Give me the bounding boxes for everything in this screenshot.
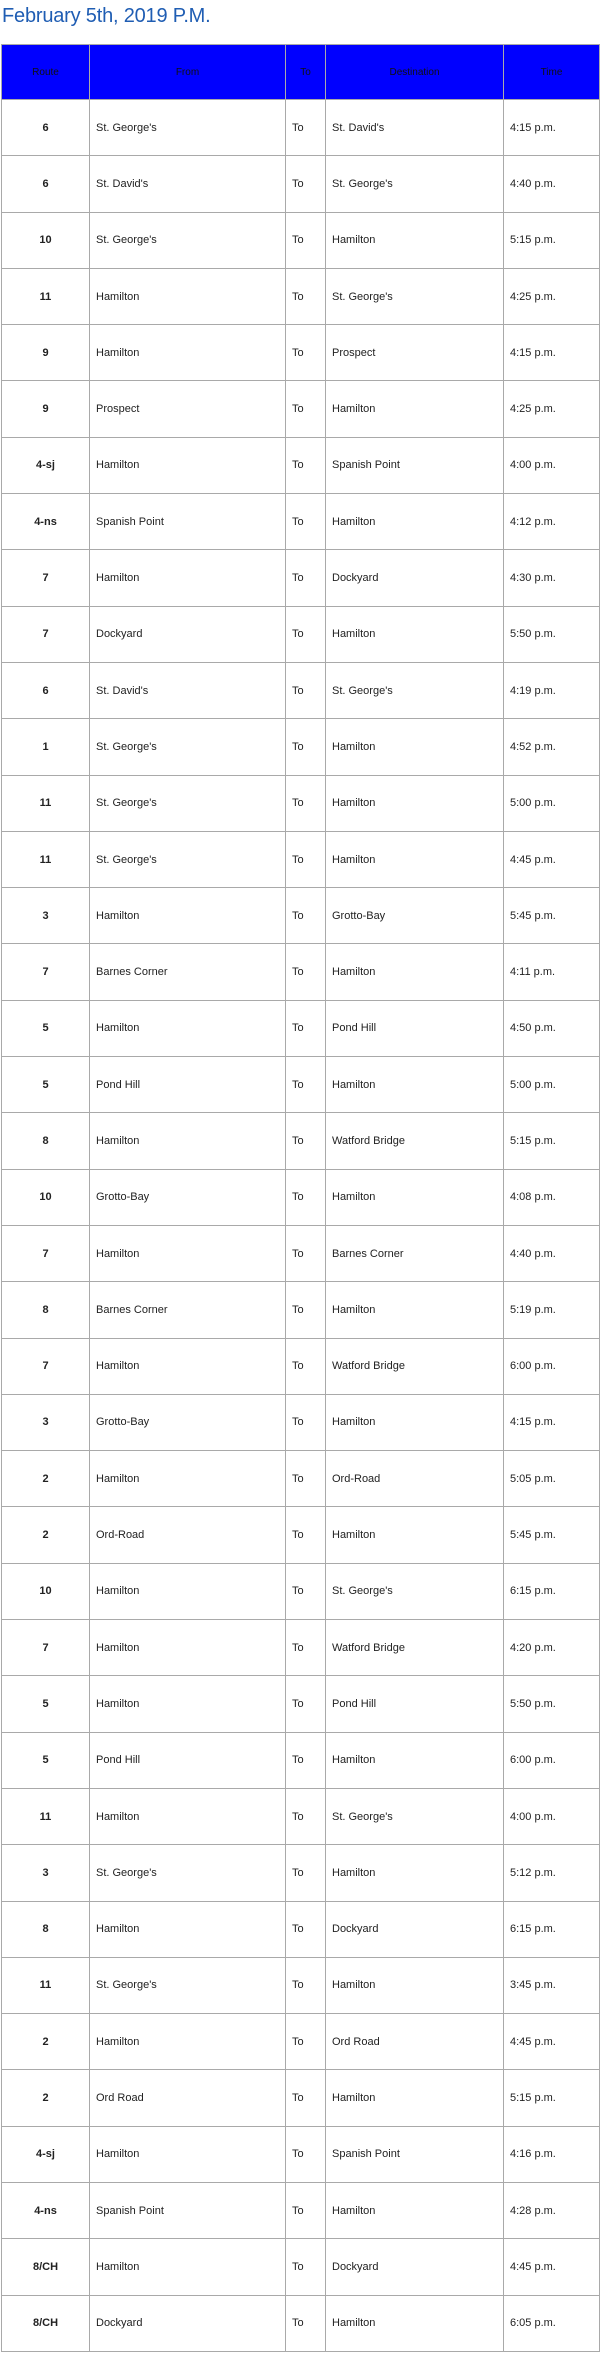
table-row — [2, 662, 600, 718]
from-cell: Hamilton — [90, 268, 286, 324]
time-cell: 4:25 p.m. — [504, 268, 600, 324]
to-cell: To — [286, 2070, 326, 2126]
column-header-time: Time — [504, 45, 600, 100]
destination-cell: Dockyard — [326, 1901, 504, 1957]
time-cell: 5:05 p.m. — [504, 1451, 600, 1507]
destination-cell: Hamilton — [326, 1507, 504, 1563]
to-cell: To — [286, 1225, 326, 1281]
table-row — [2, 1394, 600, 1450]
from-cell: Pond Hill — [90, 1057, 286, 1113]
to-cell: To — [286, 1000, 326, 1056]
table-row — [2, 212, 600, 268]
from-cell: Hamilton — [90, 1000, 286, 1056]
table-row — [2, 2126, 600, 2182]
route-cell: 4-ns — [2, 2182, 90, 2238]
destination-cell: Hamilton — [326, 381, 504, 437]
table-row — [2, 156, 600, 212]
table-row — [2, 268, 600, 324]
time-cell: 5:12 p.m. — [504, 1845, 600, 1901]
destination-cell: Dockyard — [326, 2239, 504, 2295]
route-cell: 6 — [2, 100, 90, 156]
route-cell: 10 — [2, 1563, 90, 1619]
route-cell: 3 — [2, 1394, 90, 1450]
route-cell: 10 — [2, 1169, 90, 1225]
to-cell: To — [286, 606, 326, 662]
destination-cell: Watford Bridge — [326, 1113, 504, 1169]
table-row — [2, 831, 600, 887]
table-row — [2, 1507, 600, 1563]
table-row — [2, 550, 600, 606]
destination-cell: St. George's — [326, 1563, 504, 1619]
route-cell: 8/CH — [2, 2295, 90, 2351]
route-cell: 2 — [2, 1451, 90, 1507]
destination-cell: Hamilton — [326, 606, 504, 662]
to-cell: To — [286, 550, 326, 606]
to-cell: To — [286, 1901, 326, 1957]
to-cell: To — [286, 1338, 326, 1394]
bus-schedule-table — [1, 44, 600, 2352]
table-row — [2, 1000, 600, 1056]
time-cell: 4:45 p.m. — [504, 831, 600, 887]
destination-cell: St. George's — [326, 156, 504, 212]
to-cell: To — [286, 1451, 326, 1507]
to-cell: To — [286, 1957, 326, 2013]
to-cell: To — [286, 1563, 326, 1619]
from-cell: Hamilton — [90, 1113, 286, 1169]
to-cell: To — [286, 1507, 326, 1563]
destination-cell: Hamilton — [326, 2182, 504, 2238]
table-row — [2, 381, 600, 437]
time-cell: 5:00 p.m. — [504, 1057, 600, 1113]
from-cell: Hamilton — [90, 1620, 286, 1676]
to-cell: To — [286, 888, 326, 944]
to-cell: To — [286, 2239, 326, 2295]
destination-cell: Grotto-Bay — [326, 888, 504, 944]
destination-cell: Hamilton — [326, 1957, 504, 2013]
route-cell: 5 — [2, 1676, 90, 1732]
destination-cell: Barnes Corner — [326, 1225, 504, 1281]
to-cell: To — [286, 1113, 326, 1169]
route-cell: 4-ns — [2, 494, 90, 550]
destination-cell: Hamilton — [326, 494, 504, 550]
to-cell: To — [286, 381, 326, 437]
from-cell: Hamilton — [90, 1901, 286, 1957]
route-cell: 4-sj — [2, 437, 90, 493]
time-cell: 6:05 p.m. — [504, 2295, 600, 2351]
to-cell: To — [286, 1676, 326, 1732]
table-row — [2, 2295, 600, 2351]
to-cell: To — [286, 1732, 326, 1788]
route-cell: 5 — [2, 1000, 90, 1056]
time-cell: 4:30 p.m. — [504, 550, 600, 606]
destination-cell: Prospect — [326, 325, 504, 381]
table-header — [2, 45, 600, 100]
table-row — [2, 1057, 600, 1113]
from-cell: St. George's — [90, 719, 286, 775]
route-cell: 5 — [2, 1732, 90, 1788]
from-cell: St. George's — [90, 831, 286, 887]
table-row — [2, 1338, 600, 1394]
route-cell: 1 — [2, 719, 90, 775]
time-cell: 4:15 p.m. — [504, 325, 600, 381]
table-row — [2, 2014, 600, 2070]
header-row — [2, 45, 600, 100]
route-cell: 7 — [2, 1338, 90, 1394]
from-cell: Barnes Corner — [90, 1282, 286, 1338]
destination-cell: Hamilton — [326, 1732, 504, 1788]
time-cell: 4:11 p.m. — [504, 944, 600, 1000]
table-row — [2, 1225, 600, 1281]
to-cell: To — [286, 212, 326, 268]
from-cell: Hamilton — [90, 1676, 286, 1732]
from-cell: Hamilton — [90, 2014, 286, 2070]
table-row — [2, 719, 600, 775]
from-cell: St. George's — [90, 1845, 286, 1901]
from-cell: Hamilton — [90, 550, 286, 606]
from-cell: Hamilton — [90, 1338, 286, 1394]
from-cell: Ord-Road — [90, 1507, 286, 1563]
table-row — [2, 1957, 600, 2013]
time-cell: 4:15 p.m. — [504, 1394, 600, 1450]
route-cell: 7 — [2, 1620, 90, 1676]
from-cell: Prospect — [90, 381, 286, 437]
destination-cell: St. George's — [326, 268, 504, 324]
table-row — [2, 1563, 600, 1619]
route-cell: 8 — [2, 1901, 90, 1957]
table-row — [2, 888, 600, 944]
destination-cell: Dockyard — [326, 550, 504, 606]
table-row — [2, 1845, 600, 1901]
table-row — [2, 1282, 600, 1338]
table-row — [2, 437, 600, 493]
destination-cell: Hamilton — [326, 1057, 504, 1113]
route-cell: 11 — [2, 831, 90, 887]
table-row — [2, 1169, 600, 1225]
from-cell: Hamilton — [90, 437, 286, 493]
from-cell: Hamilton — [90, 1563, 286, 1619]
time-cell: 6:15 p.m. — [504, 1563, 600, 1619]
time-cell: 6:00 p.m. — [504, 1732, 600, 1788]
table-row — [2, 944, 600, 1000]
destination-cell: Pond Hill — [326, 1000, 504, 1056]
from-cell: Hamilton — [90, 888, 286, 944]
destination-cell: St. George's — [326, 662, 504, 718]
route-cell: 10 — [2, 212, 90, 268]
time-cell: 5:19 p.m. — [504, 1282, 600, 1338]
time-cell: 4:40 p.m. — [504, 156, 600, 212]
table-row — [2, 100, 600, 156]
from-cell: Grotto-Bay — [90, 1394, 286, 1450]
table-row — [2, 1451, 600, 1507]
table-row — [2, 606, 600, 662]
to-cell: To — [286, 1282, 326, 1338]
from-cell: Hamilton — [90, 2239, 286, 2295]
from-cell: St. George's — [90, 212, 286, 268]
column-header-from: From — [90, 45, 286, 100]
table-row — [2, 325, 600, 381]
destination-cell: St. David's — [326, 100, 504, 156]
route-cell: 2 — [2, 2070, 90, 2126]
route-cell: 2 — [2, 2014, 90, 2070]
route-cell: 7 — [2, 944, 90, 1000]
time-cell: 4:52 p.m. — [504, 719, 600, 775]
column-header-to: To — [286, 45, 326, 100]
from-cell: Hamilton — [90, 2126, 286, 2182]
destination-cell: Pond Hill — [326, 1676, 504, 1732]
destination-cell: Ord-Road — [326, 1451, 504, 1507]
time-cell: 5:45 p.m. — [504, 1507, 600, 1563]
from-cell: Spanish Point — [90, 2182, 286, 2238]
destination-cell: Hamilton — [326, 212, 504, 268]
destination-cell: Hamilton — [326, 1394, 504, 1450]
to-cell: To — [286, 325, 326, 381]
from-cell: St. David's — [90, 662, 286, 718]
time-cell: 6:00 p.m. — [504, 1338, 600, 1394]
to-cell: To — [286, 775, 326, 831]
destination-cell: Hamilton — [326, 944, 504, 1000]
time-cell: 5:15 p.m. — [504, 2070, 600, 2126]
destination-cell: St. George's — [326, 1788, 504, 1844]
time-cell: 4:20 p.m. — [504, 1620, 600, 1676]
to-cell: To — [286, 2182, 326, 2238]
time-cell: 4:45 p.m. — [504, 2239, 600, 2295]
route-cell: 6 — [2, 156, 90, 212]
from-cell: St. George's — [90, 1957, 286, 2013]
from-cell: St. George's — [90, 775, 286, 831]
route-cell: 11 — [2, 775, 90, 831]
route-cell: 4-sj — [2, 2126, 90, 2182]
route-cell: 8/CH — [2, 2239, 90, 2295]
to-cell: To — [286, 494, 326, 550]
table-row — [2, 1676, 600, 1732]
destination-cell: Hamilton — [326, 2295, 504, 2351]
time-cell: 4:15 p.m. — [504, 100, 600, 156]
to-cell: To — [286, 719, 326, 775]
route-cell: 7 — [2, 1225, 90, 1281]
to-cell: To — [286, 1788, 326, 1844]
route-cell: 11 — [2, 268, 90, 324]
destination-cell: Hamilton — [326, 775, 504, 831]
route-cell: 2 — [2, 1507, 90, 1563]
to-cell: To — [286, 831, 326, 887]
from-cell: Grotto-Bay — [90, 1169, 286, 1225]
from-cell: Ord Road — [90, 2070, 286, 2126]
time-cell: 4:08 p.m. — [504, 1169, 600, 1225]
table-body — [2, 100, 600, 2352]
destination-cell: Hamilton — [326, 1845, 504, 1901]
to-cell: To — [286, 437, 326, 493]
destination-cell: Watford Bridge — [326, 1338, 504, 1394]
table-row — [2, 1901, 600, 1957]
from-cell: St. David's — [90, 156, 286, 212]
time-cell: 5:50 p.m. — [504, 1676, 600, 1732]
to-cell: To — [286, 2014, 326, 2070]
route-cell: 8 — [2, 1282, 90, 1338]
destination-cell: Hamilton — [326, 2070, 504, 2126]
time-cell: 5:00 p.m. — [504, 775, 600, 831]
table-row — [2, 775, 600, 831]
route-cell: 9 — [2, 325, 90, 381]
table-row — [2, 1620, 600, 1676]
table-row — [2, 1113, 600, 1169]
to-cell: To — [286, 268, 326, 324]
page-title: February 5th, 2019 P.M. — [2, 5, 211, 27]
route-cell: 8 — [2, 1113, 90, 1169]
table-row — [2, 2070, 600, 2126]
destination-cell: Ord Road — [326, 2014, 504, 2070]
from-cell: Spanish Point — [90, 494, 286, 550]
time-cell: 4:16 p.m. — [504, 2126, 600, 2182]
from-cell: Dockyard — [90, 2295, 286, 2351]
to-cell: To — [286, 156, 326, 212]
route-cell: 9 — [2, 381, 90, 437]
to-cell: To — [286, 662, 326, 718]
to-cell: To — [286, 1845, 326, 1901]
table-row — [2, 2182, 600, 2238]
destination-cell: Hamilton — [326, 1169, 504, 1225]
table-row — [2, 1732, 600, 1788]
destination-cell: Spanish Point — [326, 2126, 504, 2182]
from-cell: Pond Hill — [90, 1732, 286, 1788]
time-cell: 4:12 p.m. — [504, 494, 600, 550]
from-cell: Hamilton — [90, 325, 286, 381]
from-cell: St. George's — [90, 100, 286, 156]
time-cell: 4:40 p.m. — [504, 1225, 600, 1281]
to-cell: To — [286, 2295, 326, 2351]
to-cell: To — [286, 1169, 326, 1225]
destination-cell: Hamilton — [326, 719, 504, 775]
from-cell: Hamilton — [90, 1788, 286, 1844]
route-cell: 11 — [2, 1957, 90, 2013]
table-row — [2, 1788, 600, 1844]
to-cell: To — [286, 1620, 326, 1676]
time-cell: 4:00 p.m. — [504, 437, 600, 493]
to-cell: To — [286, 944, 326, 1000]
time-cell: 4:25 p.m. — [504, 381, 600, 437]
route-cell: 5 — [2, 1057, 90, 1113]
route-cell: 3 — [2, 1845, 90, 1901]
to-cell: To — [286, 100, 326, 156]
time-cell: 5:50 p.m. — [504, 606, 600, 662]
time-cell: 6:15 p.m. — [504, 1901, 600, 1957]
time-cell: 5:45 p.m. — [504, 888, 600, 944]
route-cell: 7 — [2, 606, 90, 662]
route-cell: 6 — [2, 662, 90, 718]
destination-cell: Spanish Point — [326, 437, 504, 493]
from-cell: Dockyard — [90, 606, 286, 662]
destination-cell: Hamilton — [326, 1282, 504, 1338]
table-row — [2, 2239, 600, 2295]
route-cell: 3 — [2, 888, 90, 944]
column-header-destination: Destination — [326, 45, 504, 100]
destination-cell: Hamilton — [326, 831, 504, 887]
column-header-route: Route — [2, 45, 90, 100]
time-cell: 4:45 p.m. — [504, 2014, 600, 2070]
from-cell: Hamilton — [90, 1451, 286, 1507]
from-cell: Barnes Corner — [90, 944, 286, 1000]
table-row — [2, 494, 600, 550]
time-cell: 5:15 p.m. — [504, 212, 600, 268]
to-cell: To — [286, 2126, 326, 2182]
time-cell: 4:19 p.m. — [504, 662, 600, 718]
time-cell: 4:00 p.m. — [504, 1788, 600, 1844]
destination-cell: Watford Bridge — [326, 1620, 504, 1676]
time-cell: 5:15 p.m. — [504, 1113, 600, 1169]
time-cell: 4:28 p.m. — [504, 2182, 600, 2238]
to-cell: To — [286, 1057, 326, 1113]
time-cell: 4:50 p.m. — [504, 1000, 600, 1056]
time-cell: 3:45 p.m. — [504, 1957, 600, 2013]
route-cell: 11 — [2, 1788, 90, 1844]
to-cell: To — [286, 1394, 326, 1450]
route-cell: 7 — [2, 550, 90, 606]
from-cell: Hamilton — [90, 1225, 286, 1281]
